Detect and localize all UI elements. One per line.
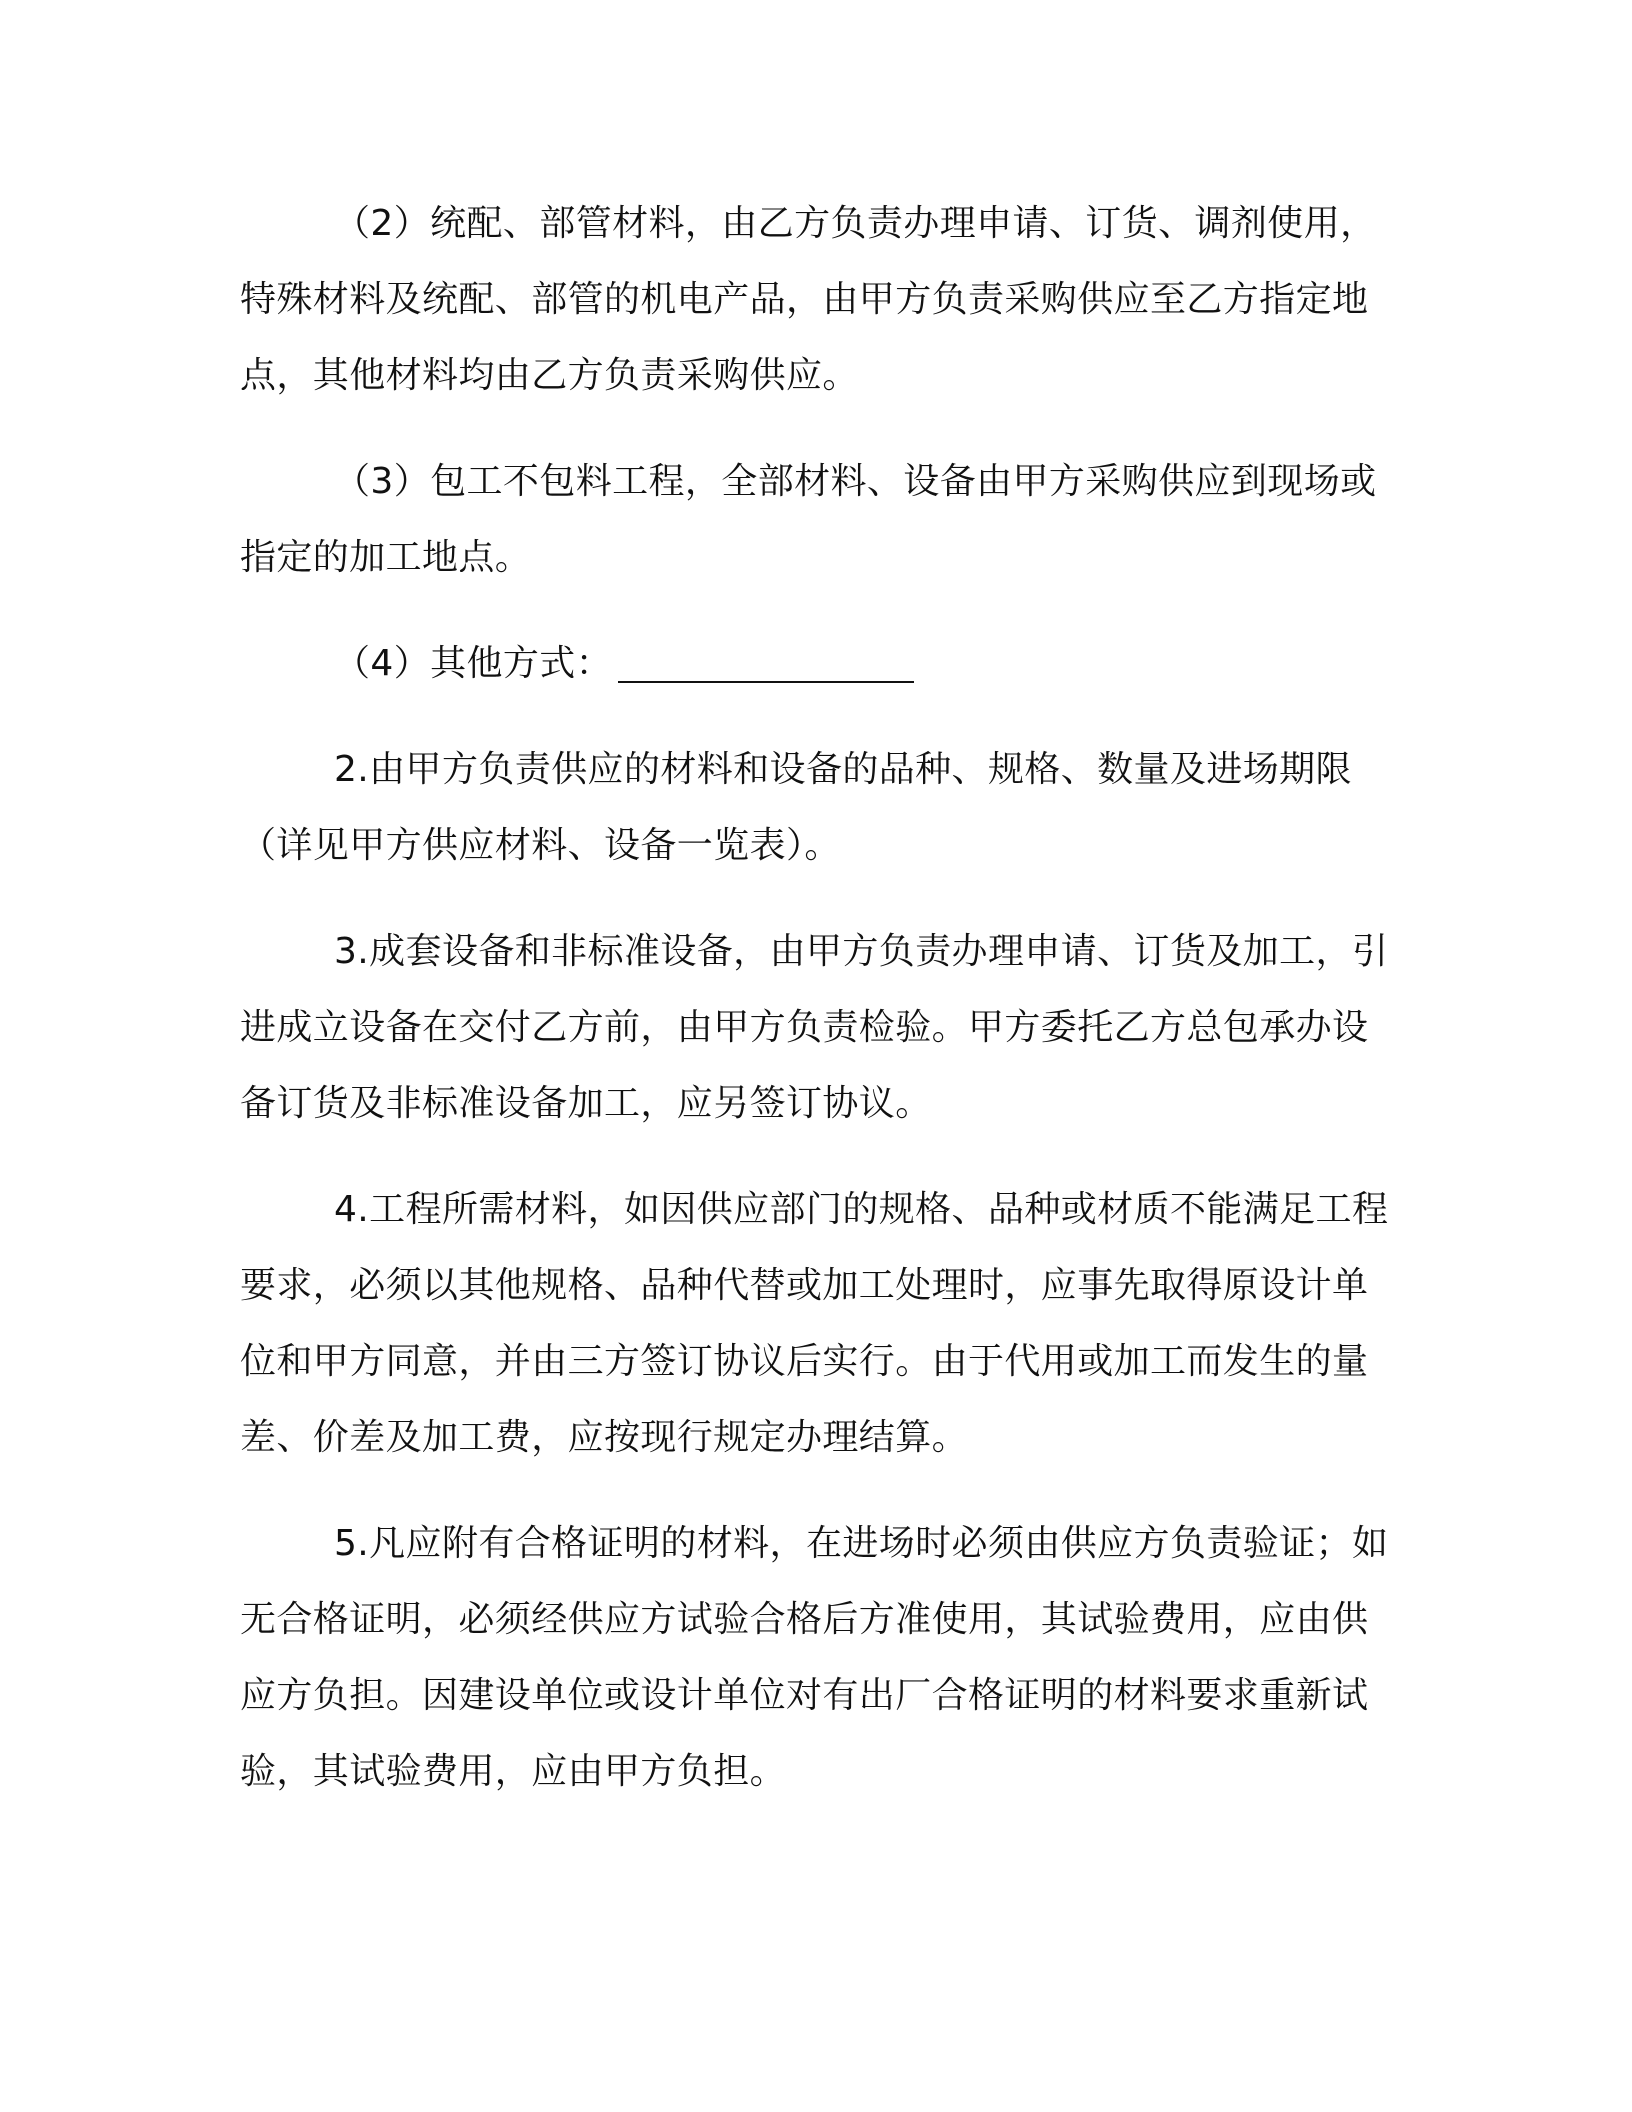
paragraph-material-supply-3: （3）包工不包料工程，全部材料、设备由甲方采购供应到现场或指定的加工地点。 — [240, 461, 1377, 578]
fill-in-blank-line — [618, 647, 914, 683]
paragraph-other-method — [240, 626, 1400, 702]
paragraph-clause-3: 3.成套设备和非标准设备，由甲方负责办理申请、订货及加工，引进成立设备在交付乙方前，由甲方负责检验。甲方委托乙方总包承办设备订货及非标准设备加工，应另签订协议。 — [240, 931, 1389, 1124]
paragraph-clause-4: 4.工程所需材料，如因供应部门的规格、品种或材质不能满足工程要求，必须以其他规格、品种代替或加工处理时，应事先取得原设计单位和甲方同意，并由三方签订协议后实行。由于代用或加工而发生的量差、价差及加工费，应按现行规定办理结算。 — [240, 1189, 1389, 1458]
paragraph-material-supply-2: （2）统配、部管材料，由乙方负责办理申请、订货、调剂使用，特殊材料及统配、部管的机电产品，由甲方负责采购供应至乙方指定地点，其他材料均由乙方负责采购供应。 — [240, 203, 1377, 396]
other-method-label: （4）其他方式： — [334, 643, 613, 684]
paragraph-clause-2: 2.由甲方负责供应的材料和设备的品种、规格、数量及进场期限（详见甲方供应材料、设备一览表）。 — [240, 749, 1352, 866]
document-page — [240, 186, 1400, 1810]
paragraph-clause-5: 5.凡应附有合格证明的材料，在进场时必须由供应方负责验证；如无合格证明，必须经供应方试验合格后方准使用，其试验费用，应由供应方负担。因建设单位或设计单位对有出厂合格证明的材料要求重新试验，其试验费用，应由甲方负担。 — [240, 1523, 1389, 1792]
